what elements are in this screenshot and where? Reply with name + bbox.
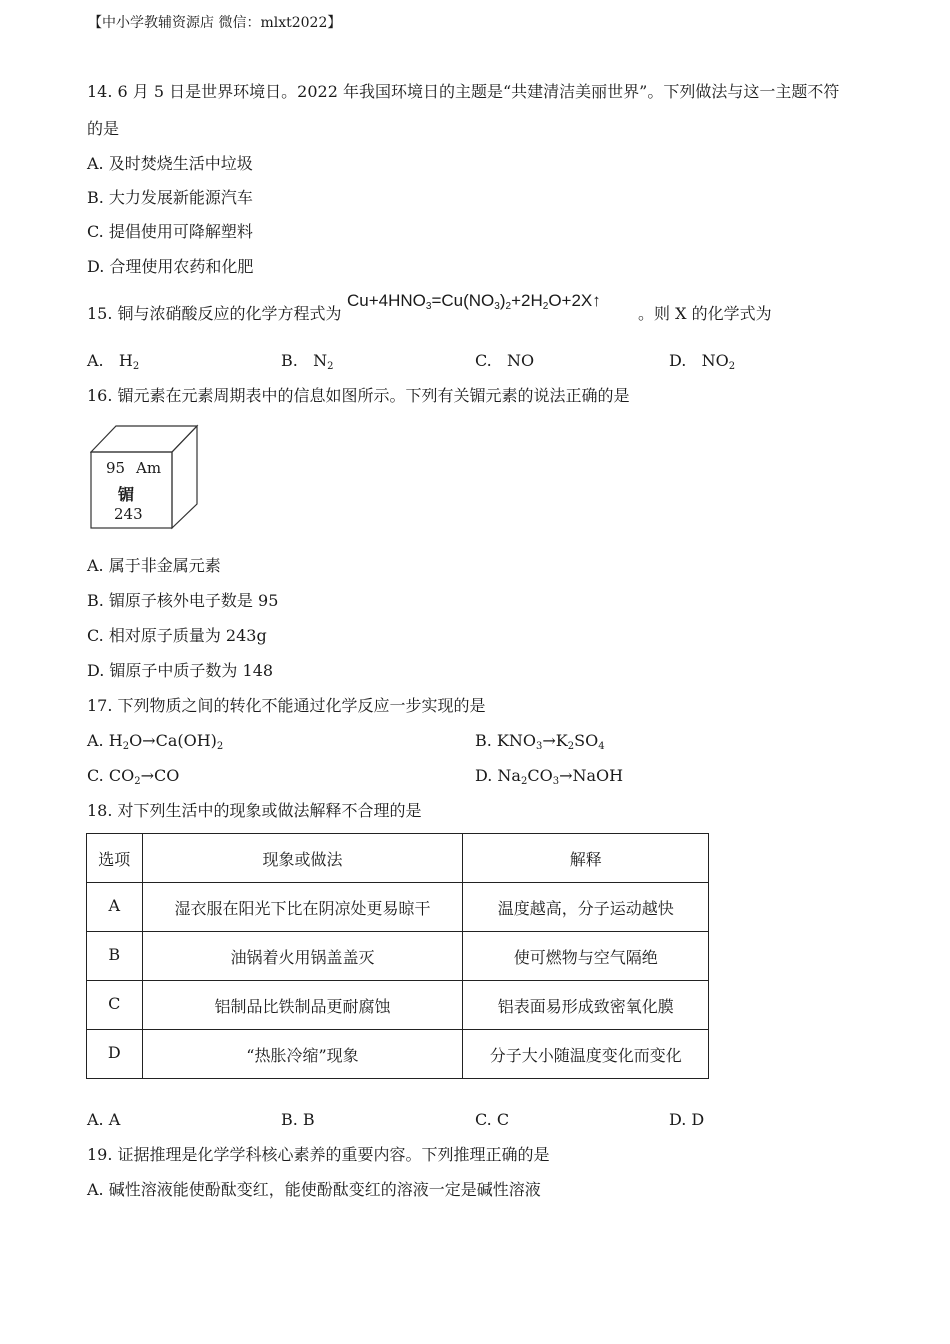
q15-option-c[interactable]: C. NO [475, 351, 535, 370]
table-cell-explanation: 温度越高，分子运动越快 [463, 883, 709, 932]
q18-option-a[interactable]: A. A [87, 1110, 121, 1129]
q17-option-d[interactable]: D. $Na_2CO_3\to NaOH$ [475, 766, 624, 787]
table-cell-phenomenon: “热胀冷缩”现象 [142, 1030, 463, 1079]
q14-option-b[interactable]: B. 大力发展新能源汽车 [87, 188, 253, 207]
table-cell-phenomenon: 铝制品比铁制品更耐腐蚀 [142, 981, 463, 1030]
q17-option-b[interactable]: B. $KNO_3\to K_2SO_4$ [475, 731, 605, 752]
table-header-phenomenon: 现象或做法 [142, 834, 463, 883]
q15-option-d[interactable]: D. $NO_2$ [669, 351, 736, 372]
table-cell-option: A [87, 883, 143, 932]
table-row [87, 1030, 709, 1079]
q19-stem: 19. 证据推理是化学学科核心素养的重要内容。下列推理正确的是 [87, 1145, 550, 1164]
q16-option-c[interactable]: C. 相对原子质量为 243g [87, 626, 267, 645]
q16-option-b[interactable]: B. 镅原子核外电子数是 95 [87, 591, 279, 610]
q16-stem: 16. 镅元素在元素周期表中的信息如图所示。下列有关镅元素的说法正确的是 [87, 386, 630, 405]
q15-stem-suffix: 。则 X 的化学式为 [638, 304, 772, 323]
q14-option-c[interactable]: C. 提倡使用可降解塑料 [87, 222, 253, 241]
q14-option-a[interactable]: A. 及时焚烧生活中垃圾 [87, 154, 253, 173]
q17-stem: 17. 下列物质之间的转化不能通过化学反应一步实现的是 [87, 696, 486, 715]
q16-option-d[interactable]: D. 镅原子中质子数为 148 [87, 661, 274, 680]
table-header-option: 选项 [87, 834, 143, 883]
element-name: 镅 [118, 485, 135, 504]
q15-option-a[interactable]: A. $H_2$ [87, 351, 140, 372]
element-card-americium [90, 424, 200, 530]
table-row [87, 883, 709, 932]
element-symbol: Am [136, 459, 162, 477]
table-cell-option: B [87, 932, 143, 981]
table-cell-explanation: 铝表面易形成致密氧化膜 [463, 981, 709, 1030]
q17-option-c[interactable]: C. $CO_2\to CO$ [87, 766, 180, 787]
q18-stem: 18. 对下列生活中的现象或做法解释不合理的是 [87, 801, 422, 820]
element-card-cube [90, 424, 200, 530]
table-cell-phenomenon: 湿衣服在阳光下比在阴凉处更易晾干 [142, 883, 463, 932]
table-cell-explanation: 使可燃物与空气隔绝 [463, 932, 709, 981]
q16-option-a[interactable]: A. 属于非金属元素 [87, 556, 221, 575]
table-cell-option: C [87, 981, 143, 1030]
q14-stem-line1: 14. 6 月 5 日是世界环境日。2022 年我国环境日的主题是“共建清洁美丽世界”。下列做法与这一主题不符 [87, 82, 840, 101]
table-row [87, 932, 709, 981]
q18-table [86, 833, 709, 1079]
q18-option-c[interactable]: C. C [475, 1110, 510, 1129]
q15-option-b[interactable]: B. $N_2$ [281, 351, 334, 372]
table-row [87, 981, 709, 1030]
table-header-explanation: 解释 [463, 834, 709, 883]
q15-stem-prefix: 15. 铜与浓硝酸反应的化学方程式为 [87, 304, 342, 323]
table-cell-option: D [87, 1030, 143, 1079]
table-header-row [87, 834, 709, 883]
q19-option-a[interactable]: A. 碱性溶液能使酚酞变红，能使酚酞变红的溶液一定是碱性溶液 [87, 1180, 541, 1199]
q17-option-a[interactable]: A. $H_2O\to Ca(OH)_2$ [87, 731, 224, 752]
q14-stem-line2: 的是 [87, 119, 120, 138]
q18-option-b[interactable]: B. B [281, 1110, 315, 1129]
q15-equation: $Cu+4HNO_3=Cu(NO_3)_2+2H_2O+2X↑$ [347, 291, 601, 312]
page-header: 【中小学教辅资源店 微信：mlxt2022】 [88, 15, 342, 31]
table-cell-explanation: 分子大小随温度变化而变化 [463, 1030, 709, 1079]
q18-option-d[interactable]: D. D [669, 1110, 705, 1129]
table-cell-phenomenon: 油锅着火用锅盖盖灭 [142, 932, 463, 981]
element-atomic-mass: 243 [114, 505, 143, 523]
element-atomic-number: 95 [106, 459, 126, 477]
q14-option-d[interactable]: D. 合理使用农药和化肥 [87, 257, 254, 276]
